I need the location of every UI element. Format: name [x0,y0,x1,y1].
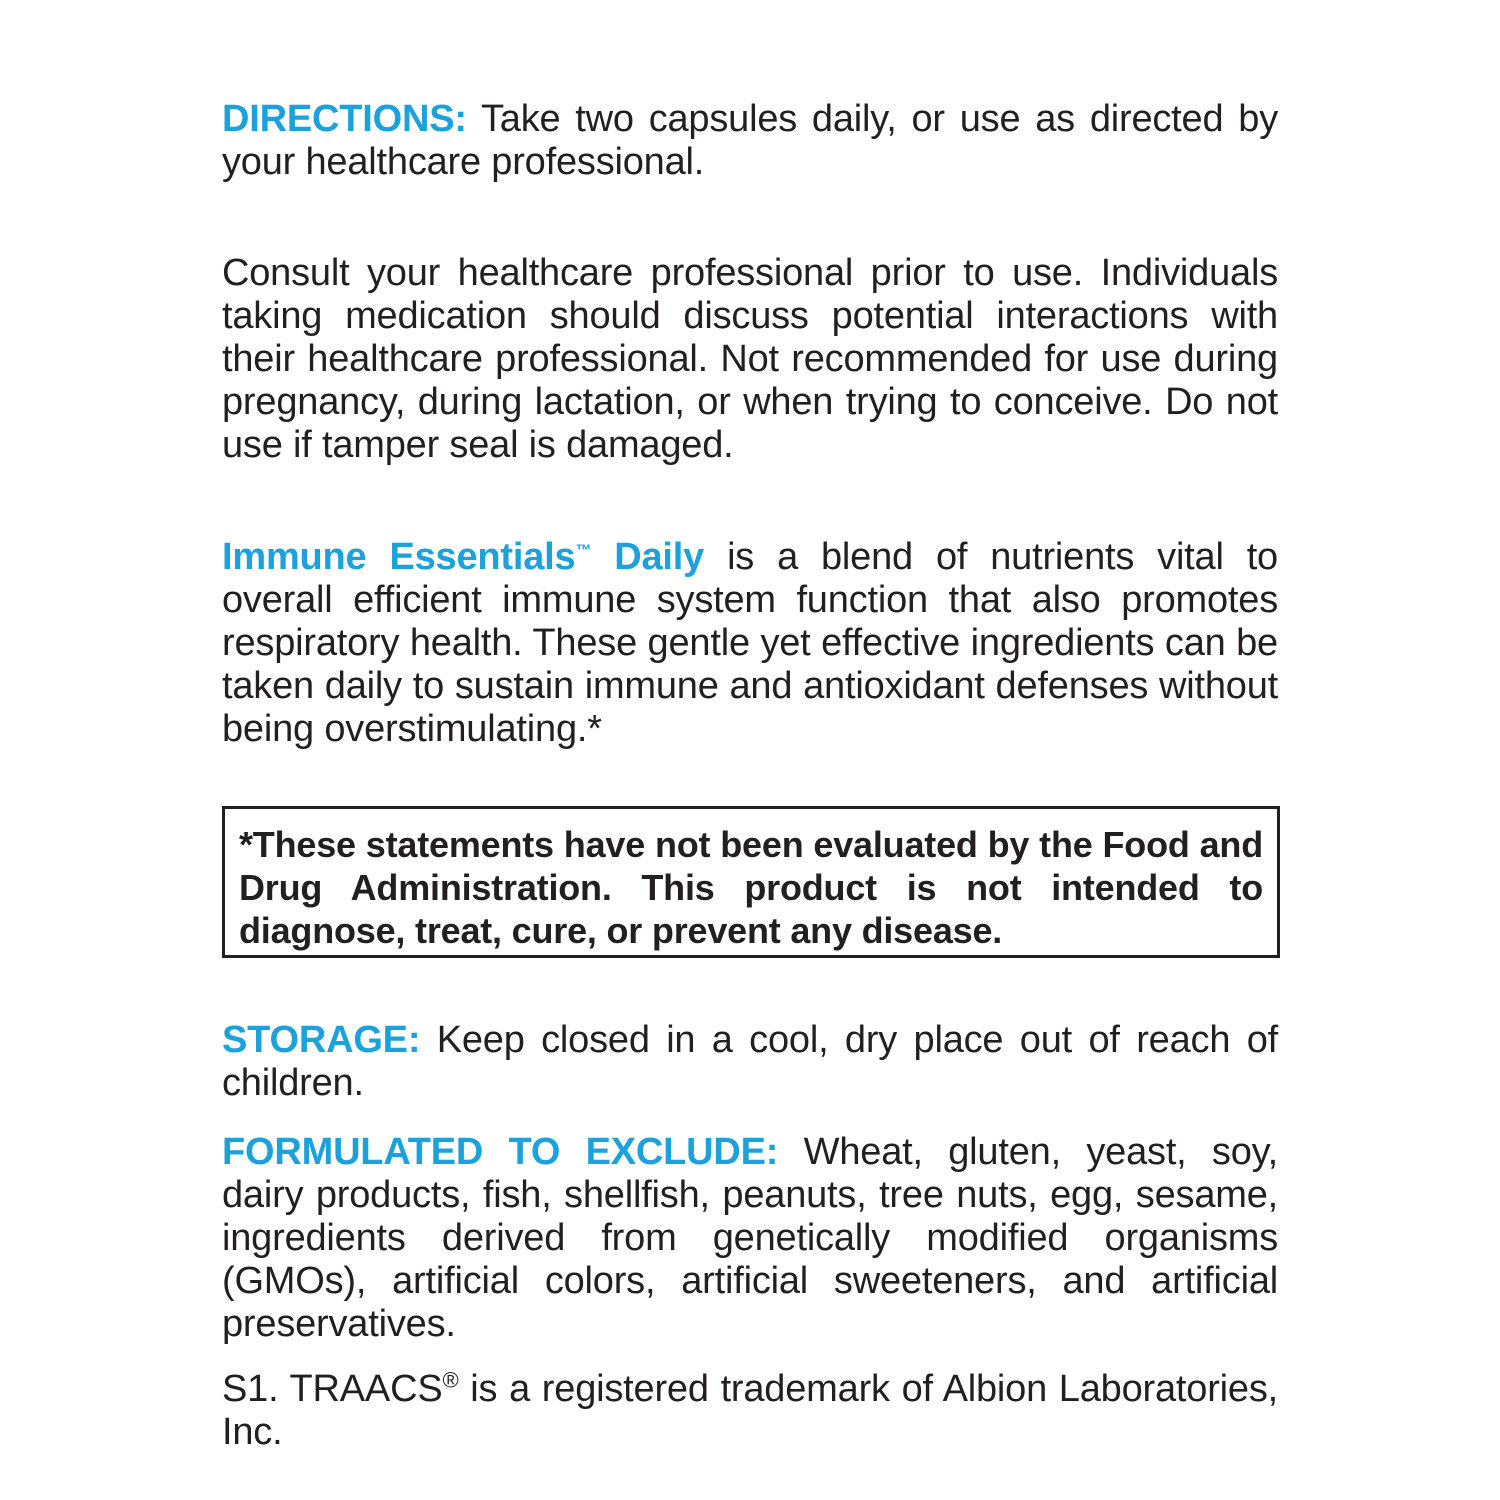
registered-symbol: ® [442,1367,459,1393]
directions-section [222,98,1278,184]
description-paragraph [222,536,1278,751]
exclusions-text: Wheat, gluten, yeast, soy, dairy products, fish, shellfish, peanuts, tree nuts, egg, sesame, ingredients derived from genetically modified organisms (GMOs), artificial colors, artificial sweeteners, and artificial preservatives. [222,1131,1279,1345]
caution-section [222,252,1278,467]
footnote-section [222,1368,1278,1454]
footnote-prefix: S1. TRAACS [222,1368,443,1410]
trademark-symbol: ™ [575,542,592,560]
exclusions-label: FORMULATED TO EXCLUDE: [222,1131,779,1173]
footnote-paragraph [222,1368,1278,1454]
directions-label: DIRECTIONS: [222,98,467,140]
fda-disclaimer-box [222,806,1280,958]
description-section [222,536,1278,751]
exclusions-paragraph [222,1131,1278,1346]
storage-paragraph [222,1019,1278,1105]
exclusions-section [222,1131,1278,1346]
storage-label: STORAGE: [222,1019,421,1061]
caution-paragraph: Consult your healthcare professional prior to use. Individuals taking medication should discuss potential interactions with their healthcare professional. Not recommended for use during pregnancy, during lactation, or when trying to conceive. Do not use if tamper seal is damaged. [222,252,1278,466]
product-suffix: Daily [591,536,705,578]
fda-disclaimer-text: *These statements have not been evaluated by the Food and Drug Administration. This product is not intended to diagnose, treat, cure, or prevent any disease. [239,824,1263,951]
footnote-text: is a registered trademark of Albion Laboratories, Inc. [222,1368,1278,1453]
description-text: is a blend of nutrients vital to overall efficient immune system function that also promotes respiratory health. These gentle yet effective ingredients can be taken daily to sustain immune and antioxidant defenses without being overstimulating.* [222,536,1278,750]
storage-section [222,1019,1278,1105]
product-name: Immune Essentials [222,536,576,578]
directions-text: Take two capsules daily, or use as directed by your healthcare professional. [222,98,1278,183]
directions-paragraph [222,98,1278,184]
storage-text: Keep closed in a cool, dry place out of reach of children. [222,1019,1278,1104]
